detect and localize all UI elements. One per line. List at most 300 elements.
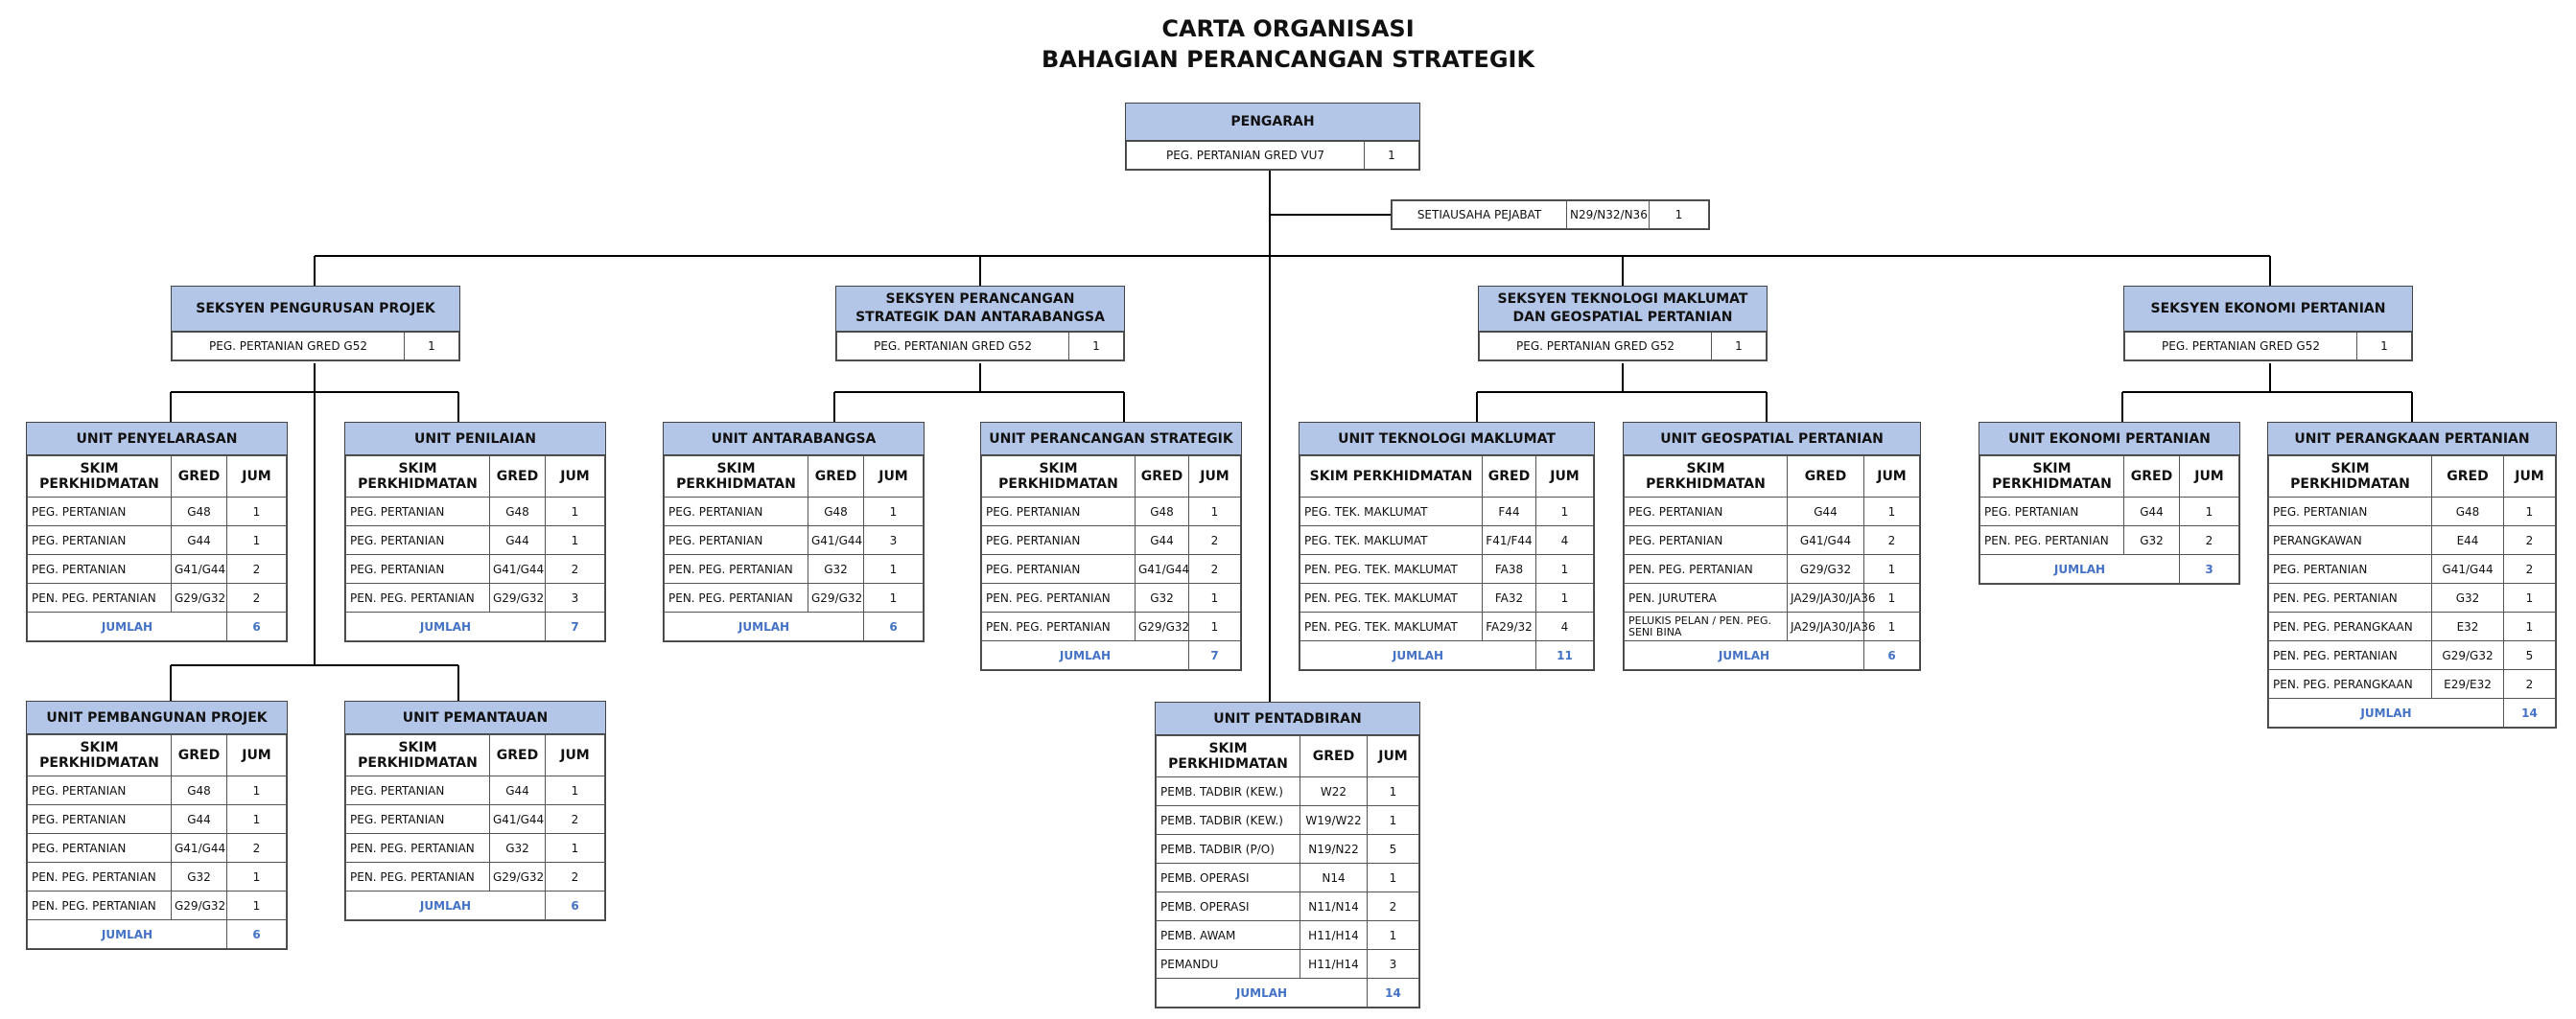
unit-title: UNIT GEOSPATIAL PERTANIAN (1624, 423, 1920, 455)
gred-cell: G41/G44 (172, 555, 227, 584)
gred-cell: G41/G44 (1136, 555, 1189, 584)
skim-cell: PEN. PEG. PERTANIAN (28, 584, 172, 613)
table-row (1157, 950, 1419, 979)
jum-cell: 2 (546, 863, 605, 892)
gred-header: GRED (1300, 736, 1368, 777)
total-label: JUMLAH (1300, 641, 1536, 670)
skim-cell: PEN. PEG. PERTANIAN (665, 584, 808, 613)
jum-cell: 1 (227, 863, 287, 892)
total-row (346, 613, 605, 641)
unit-geospatial-pertanian (1623, 422, 1921, 671)
skim-header: SKIM PERKHIDMATAN (346, 735, 490, 776)
seksyen-title: SEKSYEN TEKNOLOGI MAKLUMAT DAN GEOSPATIAL PERTANIAN (1479, 287, 1767, 332)
gred-header: GRED (172, 735, 227, 776)
table-row (1980, 498, 2239, 526)
seksyen-ekonomi-pertanian (2123, 286, 2413, 361)
skim-cell: PEN. PEG. PERTANIAN (346, 584, 490, 613)
jum-header: JUM (1189, 456, 1241, 498)
gred-cell: G29/G32 (808, 584, 864, 613)
unit-title: UNIT PENILAIAN (345, 423, 605, 455)
skim-header: SKIM PERKHIDMATAN (1157, 736, 1300, 777)
skim-cell: PEN. PEG. TEK. MAKLUMAT (1300, 584, 1483, 613)
column-header-row (1980, 456, 2239, 498)
pengarah-title: PENGARAH (1126, 104, 1419, 141)
skim-cell: PEG. PERTANIAN (1625, 498, 1788, 526)
gred-cell: G48 (172, 498, 227, 526)
jum-header: JUM (546, 456, 605, 498)
table-row (1625, 555, 1920, 584)
unit-teknologi-maklumat (1299, 422, 1595, 671)
gred-header: GRED (1788, 456, 1864, 498)
skim-cell: PEG. PERTANIAN (28, 498, 172, 526)
jum-cell: 1 (1368, 921, 1419, 950)
unit-table (27, 734, 287, 949)
gred-cell: G44 (490, 526, 546, 555)
jum-cell: 1 (1536, 555, 1594, 584)
gred-cell: G41/G44 (2432, 555, 2504, 584)
skim-header: SKIM PERKHIDMATAN (2269, 456, 2432, 498)
table-row (28, 776, 287, 805)
jum-cell: 2 (2504, 555, 2556, 584)
title-line-1: CARTA ORGANISASI (1161, 15, 1415, 42)
skim-header: SKIM PERKHIDMATAN (28, 735, 172, 776)
skim-cell: PEG. PERTANIAN (28, 776, 172, 805)
skim-header: SKIM PERKHIDMATAN (1980, 456, 2124, 498)
skim-cell: PEN. PEG. PERTANIAN (28, 863, 172, 892)
skim-header: SKIM PERKHIDMATAN (346, 456, 490, 498)
jum-cell: 2 (546, 805, 605, 834)
gred-cell: JA29/JA30/JA36 (1788, 613, 1864, 641)
jum-cell: 1 (864, 555, 924, 584)
table-row (2269, 641, 2556, 670)
skim-header: SKIM PERKHIDMATAN (1625, 456, 1788, 498)
total-row (2269, 699, 2556, 728)
jum-cell: 5 (2504, 641, 2556, 670)
jum-cell: 2 (546, 555, 605, 584)
unit-pentadbiran (1155, 702, 1420, 1008)
unit-title: UNIT ANTARABANGSA (664, 423, 924, 455)
table-row (28, 584, 287, 613)
jum-cell: 1 (2504, 613, 2556, 641)
gred-cell: N19/N22 (1300, 835, 1368, 864)
table-row (1625, 526, 1920, 555)
skim-cell: PELUKIS PELAN / PEN. PEG. SENI BINA (1625, 613, 1788, 641)
table-row (2269, 498, 2556, 526)
unit-table (27, 455, 287, 641)
jum-cell: 1 (2180, 498, 2239, 526)
gred-cell: G29/G32 (490, 584, 546, 613)
column-header-row (1300, 456, 1594, 498)
seksyen-title: SEKSYEN PENGURUSAN PROJEK (172, 287, 459, 332)
seksyen-count: 1 (1069, 333, 1124, 360)
seksyen-perancangan-strategik (835, 286, 1125, 361)
table-row (982, 498, 1241, 526)
skim-header: SKIM PERKHIDMATAN (665, 456, 808, 498)
skim-cell: PEN. PEG. PERTANIAN (982, 584, 1136, 613)
table-row (1625, 613, 1920, 641)
jum-cell: 2 (227, 834, 287, 863)
total-label: JUMLAH (665, 613, 864, 641)
jum-cell: 1 (2504, 498, 2556, 526)
table-row (28, 498, 287, 526)
unit-table (345, 734, 605, 920)
unit-title: UNIT PENYELARASAN (27, 423, 287, 455)
jum-header: JUM (1368, 736, 1419, 777)
jum-cell: 1 (227, 776, 287, 805)
total-value: 3 (2180, 555, 2239, 584)
table-row (28, 834, 287, 863)
gred-cell: G32 (490, 834, 546, 863)
table-row (1980, 526, 2239, 555)
skim-cell: PEG. PERTANIAN (665, 526, 808, 555)
seksyen-title: SEKSYEN EKONOMI PERTANIAN (2124, 287, 2412, 332)
gred-header: GRED (808, 456, 864, 498)
unit-antarabangsa (663, 422, 925, 642)
unit-pemantauan (344, 701, 606, 921)
table-row (1300, 584, 1594, 613)
title-line-2: BAHAGIAN PERANCANGAN STRATEGIK (1041, 46, 1535, 73)
jum-cell: 1 (864, 498, 924, 526)
jum-cell: 2 (227, 555, 287, 584)
jum-cell: 2 (227, 584, 287, 613)
gred-header: GRED (2124, 456, 2180, 498)
skim-cell: PEN. PEG. PERANGKAAN (2269, 613, 2432, 641)
skim-cell: PERANGKAWAN (2269, 526, 2432, 555)
table-row (665, 526, 924, 555)
gred-header: GRED (172, 456, 227, 498)
table-row (665, 584, 924, 613)
jum-cell: 1 (864, 584, 924, 613)
seksyen-post: PEG. PERTANIAN GRED G52 (1480, 333, 1712, 360)
skim-cell: PEG. PERTANIAN (346, 805, 490, 834)
gred-cell: FA29/32 (1483, 613, 1536, 641)
jum-cell: 1 (1864, 555, 1920, 584)
gred-cell: E29/E32 (2432, 670, 2504, 699)
gred-cell: G32 (2432, 584, 2504, 613)
skim-cell: PEN. PEG. PERTANIAN (1625, 555, 1788, 584)
gred-header: GRED (1483, 456, 1536, 498)
total-label: JUMLAH (1625, 641, 1864, 670)
total-label: JUMLAH (1980, 555, 2180, 584)
jum-cell: 1 (546, 776, 605, 805)
column-header-row (2269, 456, 2556, 498)
gred-cell: F44 (1483, 498, 1536, 526)
gred-cell: E44 (2432, 526, 2504, 555)
skim-cell: PEG. PERTANIAN (346, 776, 490, 805)
total-row (1157, 979, 1419, 1007)
skim-cell: PEMANDU (1157, 950, 1300, 979)
unit-perancangan-strategik (980, 422, 1242, 671)
total-value: 11 (1536, 641, 1594, 670)
table-row (982, 555, 1241, 584)
jum-cell: 1 (227, 498, 287, 526)
column-header-row (1625, 456, 1920, 498)
table-row (1157, 806, 1419, 835)
jum-header: JUM (864, 456, 924, 498)
table-row (1157, 864, 1419, 892)
skim-cell: PEG. PERTANIAN (346, 555, 490, 584)
pengarah-count: 1 (1365, 142, 1419, 170)
seksyen-title: SEKSYEN PERANCANGAN STRATEGIK DAN ANTARABANGSA (836, 287, 1124, 332)
unit-title: UNIT PERANCANGAN STRATEGIK (981, 423, 1241, 455)
table-row (1300, 498, 1594, 526)
column-header-row (28, 456, 287, 498)
unit-title: UNIT PENTADBIRAN (1156, 703, 1419, 735)
skim-cell: PEMB. TADBIR (KEW.) (1157, 777, 1300, 806)
gred-cell: G29/G32 (490, 863, 546, 892)
total-value: 7 (1189, 641, 1241, 670)
seksyen-post: PEG. PERTANIAN GRED G52 (2125, 333, 2357, 360)
table-row (28, 555, 287, 584)
seksyen-pengurusan-projek (171, 286, 460, 361)
unit-table (1156, 735, 1419, 1007)
skim-header: SKIM PERKHIDMATAN (28, 456, 172, 498)
seksyen-teknologi-maklumat (1478, 286, 1768, 361)
unit-table (1300, 455, 1594, 670)
unit-penyelarasan (26, 422, 288, 642)
column-header-row (28, 735, 287, 776)
unit-title: UNIT PEMANTAUAN (345, 702, 605, 734)
unit-title: UNIT EKONOMI PERTANIAN (1979, 423, 2239, 455)
jum-cell: 1 (546, 526, 605, 555)
jum-cell: 1 (1189, 498, 1241, 526)
jum-cell: 2 (2180, 526, 2239, 555)
jum-cell: 3 (1368, 950, 1419, 979)
table-row (1300, 555, 1594, 584)
skim-cell: PEN. PEG. PERTANIAN (28, 892, 172, 920)
gred-cell: G32 (1136, 584, 1189, 613)
jum-cell: 1 (546, 498, 605, 526)
jum-cell: 1 (1864, 584, 1920, 613)
column-header-row (665, 456, 924, 498)
column-header-row (346, 456, 605, 498)
jum-cell: 1 (1189, 584, 1241, 613)
seksyen-post: PEG. PERTANIAN GRED G52 (173, 333, 405, 360)
table-row (1157, 921, 1419, 950)
gred-cell: G29/G32 (172, 584, 227, 613)
setiausaha-box (1391, 199, 1710, 230)
table-row (1157, 892, 1419, 921)
jum-header: JUM (546, 735, 605, 776)
total-value: 6 (227, 920, 287, 949)
gred-cell: E32 (2432, 613, 2504, 641)
skim-cell: PEN. PEG. PERTANIAN (665, 555, 808, 584)
total-value: 14 (1368, 979, 1419, 1007)
total-row (1980, 555, 2239, 584)
jum-cell: 1 (1189, 613, 1241, 641)
unit-table (1624, 455, 1920, 670)
skim-cell: PEG. PERTANIAN (2269, 555, 2432, 584)
table-row (346, 526, 605, 555)
jum-cell: 1 (1536, 498, 1594, 526)
skim-cell: PEMB. TADBIR (P/O) (1157, 835, 1300, 864)
skim-cell: PEG. PERTANIAN (28, 805, 172, 834)
jum-cell: 2 (2504, 526, 2556, 555)
gred-cell: W19/W22 (1300, 806, 1368, 835)
total-row (982, 641, 1241, 670)
skim-cell: PEN. PEG. TEK. MAKLUMAT (1300, 555, 1483, 584)
gred-cell: G32 (808, 555, 864, 584)
total-value: 6 (1864, 641, 1920, 670)
setiausaha-count: 1 (1650, 201, 1709, 229)
skim-cell: PEG. PERTANIAN (346, 526, 490, 555)
skim-cell: PEG. PERTANIAN (982, 498, 1136, 526)
unit-ekonomi-pertanian (1979, 422, 2240, 585)
skim-cell: PEN. JURUTERA (1625, 584, 1788, 613)
jum-cell: 2 (1189, 526, 1241, 555)
skim-header: SKIM PERKHIDMATAN (982, 456, 1136, 498)
table-row (1157, 835, 1419, 864)
skim-cell: PEN. PEG. PERTANIAN (346, 834, 490, 863)
column-header-row (1157, 736, 1419, 777)
skim-cell: PEG. PERTANIAN (665, 498, 808, 526)
total-row (346, 892, 605, 920)
jum-cell: 3 (546, 584, 605, 613)
gred-cell: N14 (1300, 864, 1368, 892)
gred-cell: G48 (808, 498, 864, 526)
gred-cell: G48 (490, 498, 546, 526)
table-row (346, 805, 605, 834)
jum-cell: 5 (1368, 835, 1419, 864)
gred-cell: FA38 (1483, 555, 1536, 584)
gred-cell: G29/G32 (2432, 641, 2504, 670)
jum-header: JUM (1864, 456, 1920, 498)
jum-cell: 4 (1536, 526, 1594, 555)
total-row (1300, 641, 1594, 670)
skim-cell: PEN. PEG. PERTANIAN (346, 863, 490, 892)
seksyen-count: 1 (1712, 333, 1767, 360)
setiausaha-label: SETIAUSAHA PEJABAT (1393, 201, 1567, 229)
gred-cell: G44 (172, 805, 227, 834)
skim-cell: PEN. PEG. PERTANIAN (982, 613, 1136, 641)
total-row (1625, 641, 1920, 670)
gred-cell: JA29/JA30/JA36 (1788, 584, 1864, 613)
column-header-row (346, 735, 605, 776)
table-row (2269, 613, 2556, 641)
gred-cell: G44 (1136, 526, 1189, 555)
table-row (982, 526, 1241, 555)
gred-cell: H11/H14 (1300, 921, 1368, 950)
unit-title: UNIT PERANGKAAN PERTANIAN (2268, 423, 2556, 455)
jum-cell: 2 (1864, 526, 1920, 555)
pengarah-box (1125, 103, 1420, 171)
table-row (2269, 526, 2556, 555)
skim-cell: PEMB. AWAM (1157, 921, 1300, 950)
seksyen-post: PEG. PERTANIAN GRED G52 (837, 333, 1069, 360)
unit-title: UNIT TEKNOLOGI MAKLUMAT (1300, 423, 1594, 455)
total-label: JUMLAH (982, 641, 1189, 670)
unit-table (1979, 455, 2239, 584)
jum-cell: 1 (227, 892, 287, 920)
gred-cell: G29/G32 (172, 892, 227, 920)
skim-cell: PEG. PERTANIAN (2269, 498, 2432, 526)
total-value: 6 (864, 613, 924, 641)
jum-cell: 1 (1368, 806, 1419, 835)
skim-cell: PEG. PERTANIAN (28, 834, 172, 863)
total-value: 14 (2504, 699, 2556, 728)
gred-cell: W22 (1300, 777, 1368, 806)
jum-cell: 2 (1368, 892, 1419, 921)
table-row (28, 805, 287, 834)
gred-cell: G32 (2124, 526, 2180, 555)
gred-cell: G44 (172, 526, 227, 555)
jum-cell: 1 (546, 834, 605, 863)
skim-cell: PEN. PEG. PERTANIAN (1980, 526, 2124, 555)
skim-cell: PEG. PERTANIAN (28, 526, 172, 555)
gred-header: GRED (490, 735, 546, 776)
table-row (1625, 584, 1920, 613)
unit-table (345, 455, 605, 641)
unit-table (2268, 455, 2556, 728)
gred-cell: F41/F44 (1483, 526, 1536, 555)
total-row (665, 613, 924, 641)
unit-penilaian (344, 422, 606, 642)
unit-pembangunan-projek (26, 701, 288, 950)
table-row (982, 584, 1241, 613)
skim-cell: PEN. PEG. PERTANIAN (2269, 641, 2432, 670)
jum-header: JUM (227, 735, 287, 776)
skim-header: SKIM PERKHIDMATAN (1300, 456, 1483, 498)
gred-header: GRED (2432, 456, 2504, 498)
unit-table (981, 455, 1241, 670)
table-row (346, 555, 605, 584)
gred-cell: G41/G44 (172, 834, 227, 863)
skim-cell: PEG. PERTANIAN (346, 498, 490, 526)
table-row (2269, 555, 2556, 584)
total-label: JUMLAH (346, 892, 546, 920)
skim-cell: PEG. PERTANIAN (1980, 498, 2124, 526)
skim-cell: PEMB. OPERASI (1157, 892, 1300, 921)
jum-cell: 2 (1189, 555, 1241, 584)
gred-cell: G41/G44 (808, 526, 864, 555)
total-label: JUMLAH (28, 920, 227, 949)
skim-cell: PEN. PEG. PERANGKAAN (2269, 670, 2432, 699)
skim-cell: PEG. PERTANIAN (982, 526, 1136, 555)
skim-cell: PEN. PEG. TEK. MAKLUMAT (1300, 613, 1483, 641)
jum-cell: 1 (227, 805, 287, 834)
skim-cell: PEG. PERTANIAN (28, 555, 172, 584)
gred-cell: G32 (172, 863, 227, 892)
total-value: 7 (546, 613, 605, 641)
table-row (1157, 777, 1419, 806)
total-label: JUMLAH (1157, 979, 1368, 1007)
jum-header: JUM (227, 456, 287, 498)
table-row (28, 526, 287, 555)
skim-cell: PEG. PERTANIAN (982, 555, 1136, 584)
column-header-row (982, 456, 1241, 498)
table-row (346, 498, 605, 526)
table-row (346, 584, 605, 613)
gred-cell: G44 (490, 776, 546, 805)
total-label: JUMLAH (346, 613, 546, 641)
table-row (2269, 584, 2556, 613)
jum-cell: 1 (1864, 613, 1920, 641)
jum-header: JUM (2504, 456, 2556, 498)
table-row (28, 892, 287, 920)
unit-table (664, 455, 924, 641)
gred-cell: N11/N14 (1300, 892, 1368, 921)
table-row (2269, 670, 2556, 699)
jum-cell: 1 (1536, 584, 1594, 613)
jum-cell: 1 (1368, 864, 1419, 892)
skim-cell: PEG. TEK. MAKLUMAT (1300, 498, 1483, 526)
gred-cell: G48 (172, 776, 227, 805)
gred-cell: H11/H14 (1300, 950, 1368, 979)
gred-cell: G48 (2432, 498, 2504, 526)
gred-cell: G41/G44 (490, 555, 546, 584)
unit-perangkaan-pertanian (2267, 422, 2557, 729)
total-label: JUMLAH (28, 613, 227, 641)
